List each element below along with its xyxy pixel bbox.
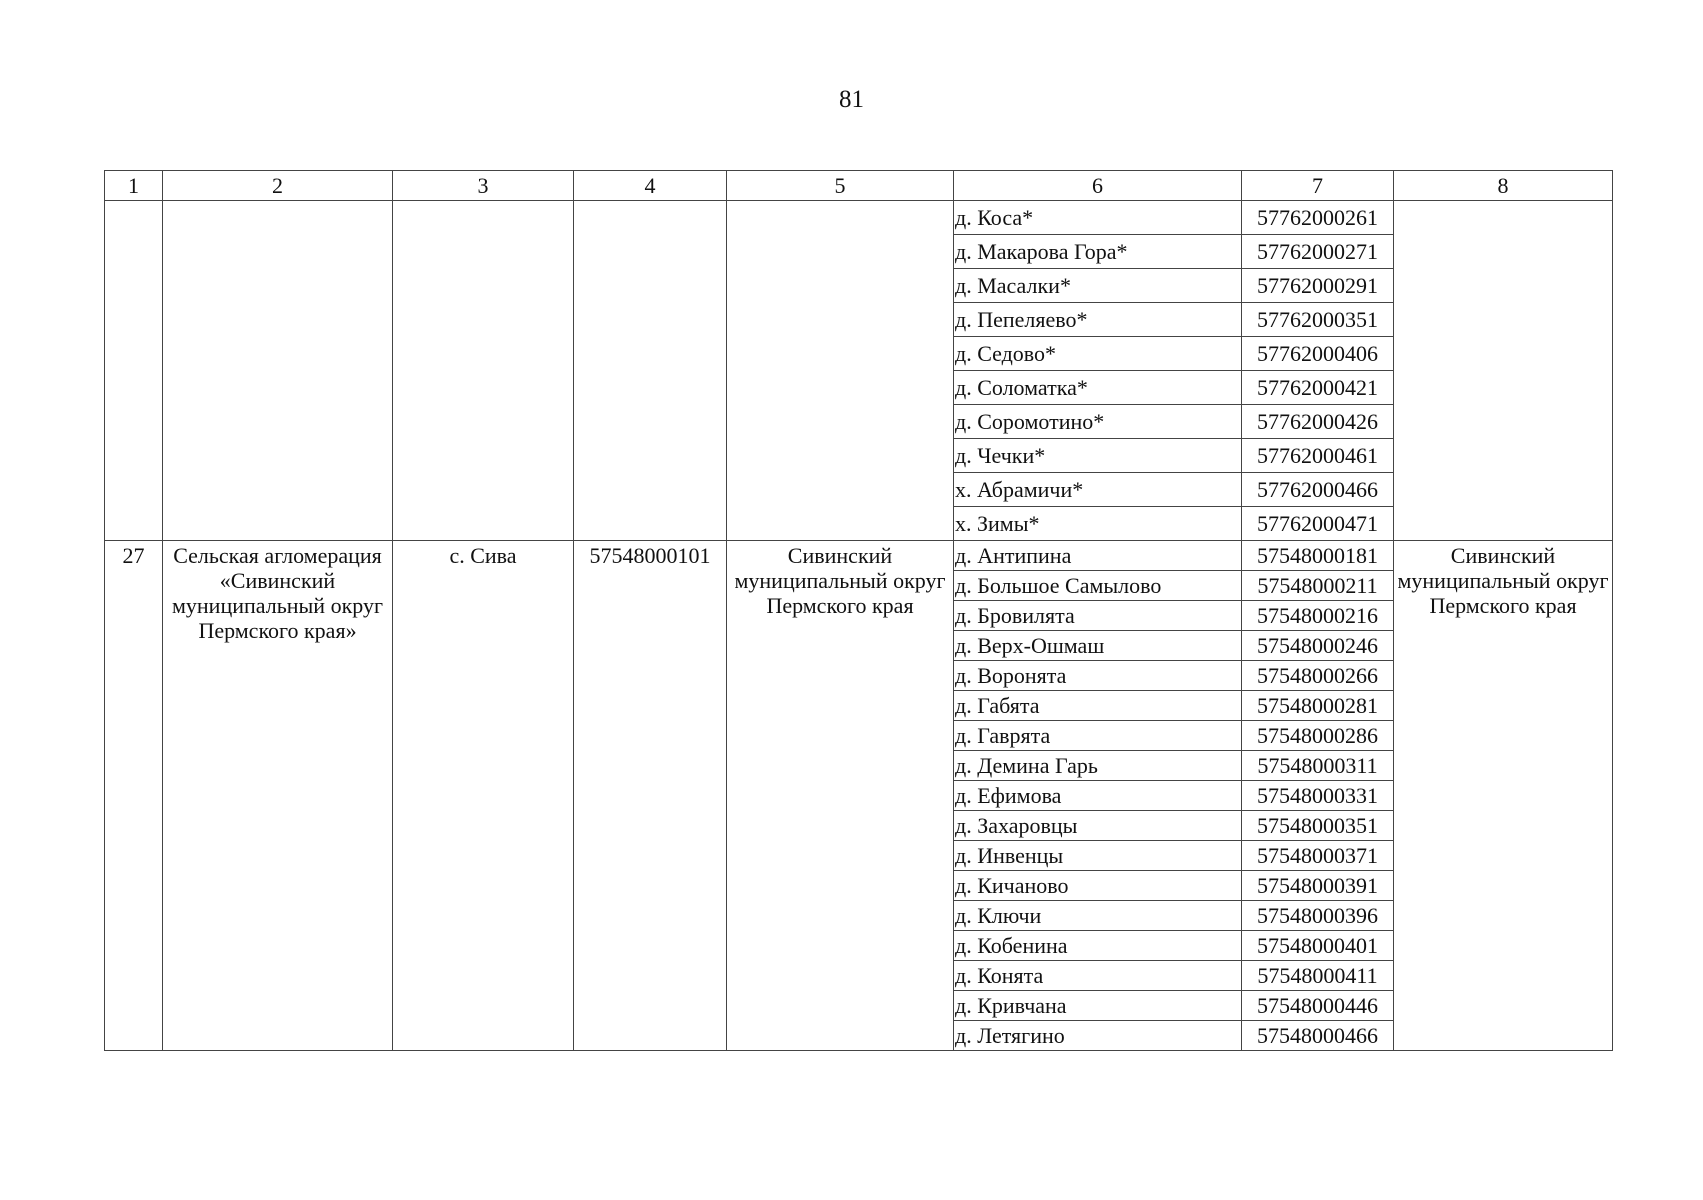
oktmo-code: 57548000401 (1242, 931, 1394, 961)
header-row (105, 171, 1613, 201)
col-header-8: 8 (1394, 171, 1613, 201)
settlement-name: д. Соромотино* (954, 405, 1242, 439)
oktmo-code: 57762000471 (1242, 507, 1394, 541)
oktmo-code: 57548000446 (1242, 991, 1394, 1021)
center-oktmo-code: 57548000101 (574, 541, 727, 1051)
settlement-name: д. Бровилята (954, 601, 1242, 631)
oktmo-code: 57548000286 (1242, 721, 1394, 751)
settlement-name: д. Кривчана (954, 991, 1242, 1021)
empty-merged-cell-col-8 (1394, 201, 1613, 541)
settlement-name: д. Захаровцы (954, 811, 1242, 841)
settlement-name: д. Соломатка* (954, 371, 1242, 405)
settlement-name: д. Коса* (954, 201, 1242, 235)
settlement-name: д. Верх-Ошмаш (954, 631, 1242, 661)
settlement-name: д. Инвенцы (954, 841, 1242, 871)
col-header-2: 2 (163, 171, 393, 201)
oktmo-code: 57762000426 (1242, 405, 1394, 439)
col-header-4: 4 (574, 171, 727, 201)
settlement-name: д. Кобенина (954, 931, 1242, 961)
table-row (105, 201, 1613, 235)
oktmo-code: 57548000311 (1242, 751, 1394, 781)
settlement-name: д. Антипина (954, 541, 1242, 571)
oktmo-code: 57548000351 (1242, 811, 1394, 841)
entry-number: 27 (105, 541, 163, 1051)
col-header-3: 3 (393, 171, 574, 201)
continued-group (105, 201, 1613, 541)
oktmo-code: 57762000421 (1242, 371, 1394, 405)
settlement-name: д. Седово* (954, 337, 1242, 371)
settlement-name: д. Гаврята (954, 721, 1242, 751)
settlement-name: д. Макарова Гора* (954, 235, 1242, 269)
settlement-name: д. Кичаново (954, 871, 1242, 901)
settlement-name: д. Ключи (954, 901, 1242, 931)
table-row (105, 541, 1613, 571)
center-settlement: с. Сива (393, 541, 574, 1051)
oktmo-code: 57548000411 (1242, 961, 1394, 991)
oktmo-code: 57548000371 (1242, 841, 1394, 871)
oktmo-code: 57762000406 (1242, 337, 1394, 371)
oktmo-code: 57548000181 (1242, 541, 1394, 571)
entry-27-group (105, 541, 1613, 1051)
oktmo-code: 57762000291 (1242, 269, 1394, 303)
settlements-table (104, 170, 1613, 1051)
settlement-name: д. Чечки* (954, 439, 1242, 473)
oktmo-code: 57548000281 (1242, 691, 1394, 721)
settlement-name: д. Воронята (954, 661, 1242, 691)
agglomeration-name: Сельская агломерация «Сивинский муниципальный округ Пермского края» (163, 541, 393, 1051)
oktmo-code: 57762000271 (1242, 235, 1394, 269)
empty-merged-cell-col-3 (393, 201, 574, 541)
municipality-name-col-8: Сивинский муниципальный округ Пермского края (1394, 541, 1613, 1051)
settlement-name: д. Масалки* (954, 269, 1242, 303)
oktmo-code: 57762000466 (1242, 473, 1394, 507)
col-header-1: 1 (105, 171, 163, 201)
settlement-name: д. Ефимова (954, 781, 1242, 811)
settlement-name: х. Абрамичи* (954, 473, 1242, 507)
settlement-name: д. Габята (954, 691, 1242, 721)
settlement-name: д. Демина Гарь (954, 751, 1242, 781)
settlement-name: д. Пепеляево* (954, 303, 1242, 337)
col-header-5: 5 (727, 171, 954, 201)
oktmo-code: 57548000331 (1242, 781, 1394, 811)
settlement-name: х. Зимы* (954, 507, 1242, 541)
oktmo-code: 57548000396 (1242, 901, 1394, 931)
oktmo-code: 57548000391 (1242, 871, 1394, 901)
empty-merged-cell-col-5 (727, 201, 954, 541)
settlement-name: д. Большое Самылово (954, 571, 1242, 601)
page-number: 81 (839, 86, 864, 113)
col-header-7: 7 (1242, 171, 1394, 201)
settlement-name: д. Летягино (954, 1021, 1242, 1051)
oktmo-code: 57548000266 (1242, 661, 1394, 691)
empty-merged-cell-col-4 (574, 201, 727, 541)
settlement-name: д. Конята (954, 961, 1242, 991)
oktmo-code: 57548000211 (1242, 571, 1394, 601)
oktmo-code: 57548000216 (1242, 601, 1394, 631)
oktmo-code: 57548000466 (1242, 1021, 1394, 1051)
empty-merged-cell-col-1 (105, 201, 163, 541)
municipality-name: Сивинский муниципальный округ Пермского края (727, 541, 954, 1051)
oktmo-code: 57762000351 (1242, 303, 1394, 337)
empty-merged-cell-col-2 (163, 201, 393, 541)
oktmo-code: 57762000261 (1242, 201, 1394, 235)
col-header-6: 6 (954, 171, 1242, 201)
oktmo-code: 57762000461 (1242, 439, 1394, 473)
oktmo-code: 57548000246 (1242, 631, 1394, 661)
